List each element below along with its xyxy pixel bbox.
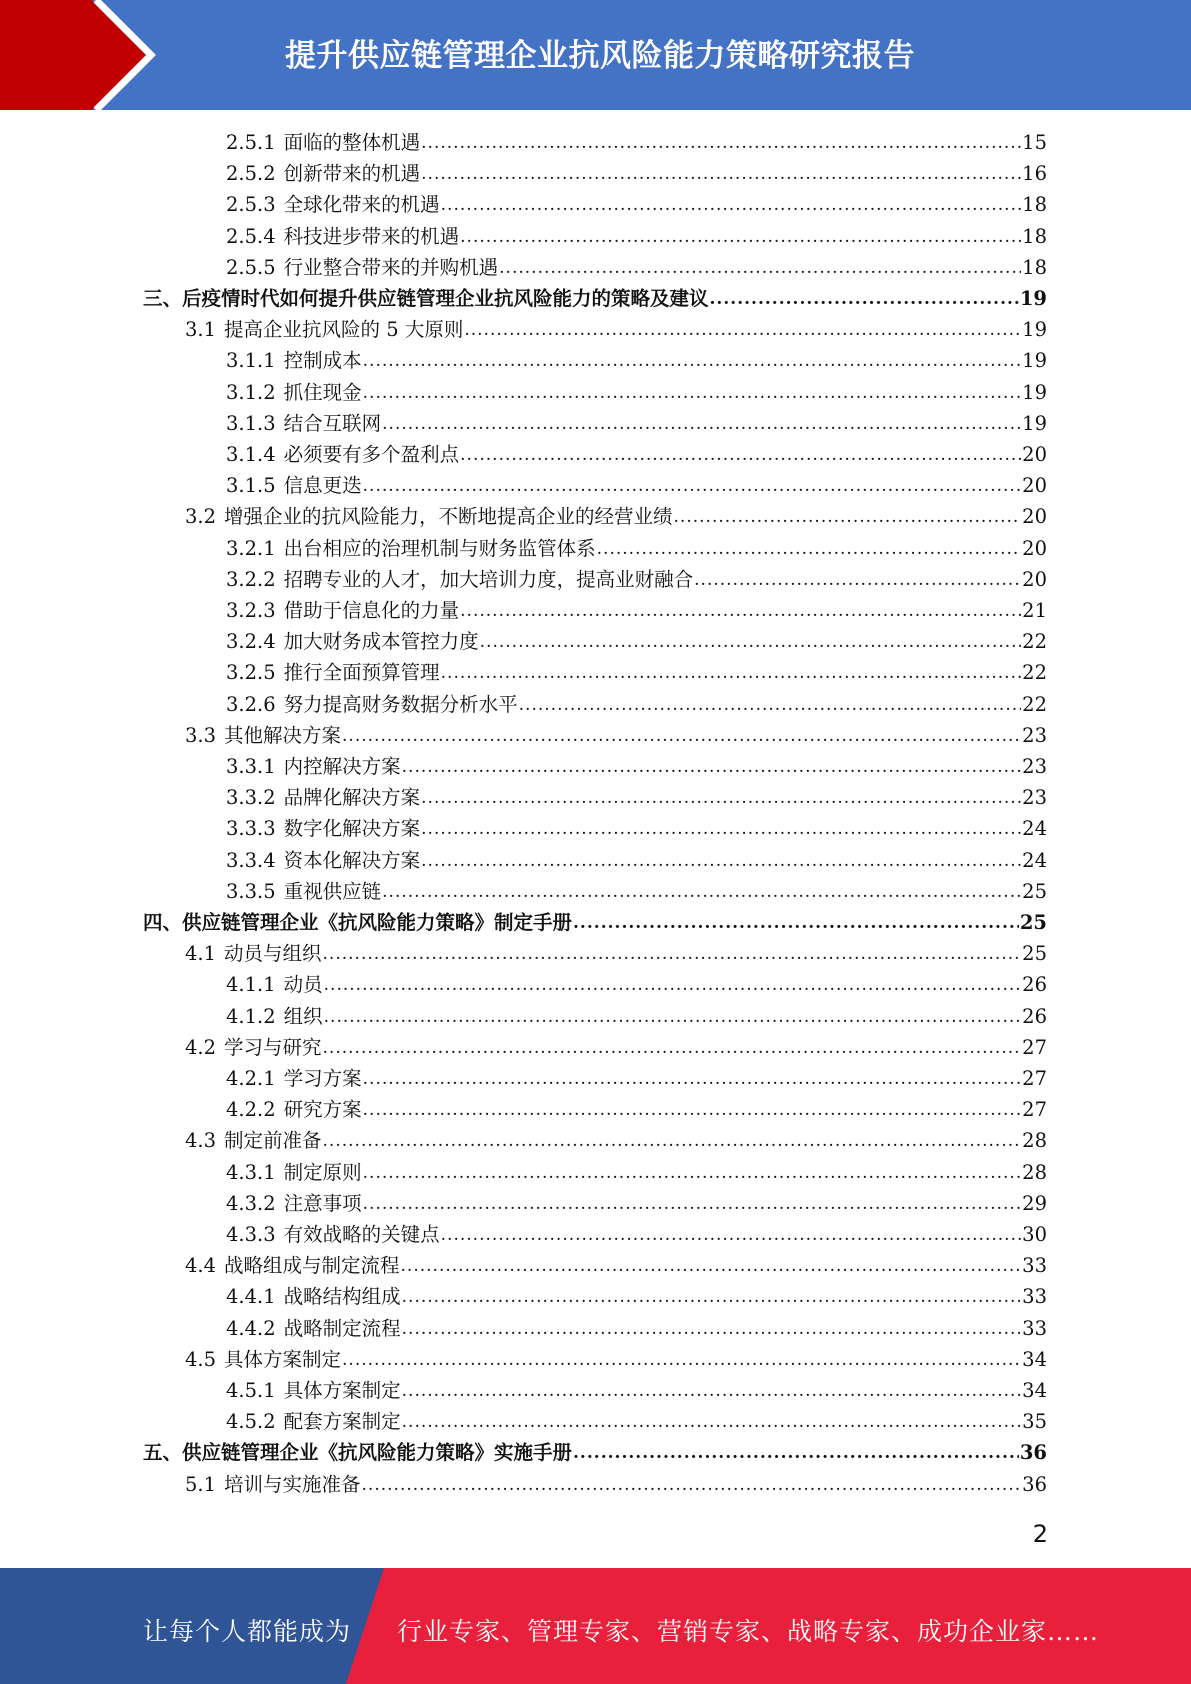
- toc-entry-page: 25: [1019, 911, 1047, 934]
- toc-leader-dots: [342, 722, 1021, 750]
- toc-entry[interactable]: [226, 344, 1047, 375]
- toc-entry-title: 学习与研究: [224, 1035, 322, 1059]
- toc-entry[interactable]: [143, 906, 1047, 937]
- toc-entry-title: 具体方案制定: [283, 1379, 401, 1402]
- toc-entry-title: 重视供应链: [283, 879, 382, 903]
- toc-entry-title: 有效战略的关键点: [283, 1223, 440, 1246]
- toc-entry-page: 19: [1022, 380, 1047, 404]
- toc-entry[interactable]: [226, 781, 1047, 812]
- toc-entry-page: 18: [1022, 193, 1047, 217]
- toc-entry[interactable]: [185, 719, 1047, 750]
- toc-entry-page: 27: [1022, 1098, 1047, 1122]
- toc-entry-page: 36: [1022, 1472, 1047, 1496]
- toc-entry[interactable]: [226, 220, 1047, 251]
- toc-leader-dots: [480, 628, 1022, 656]
- toc-entry-title: 必须要有多个盈利点: [283, 443, 460, 466]
- toc-entry-number: 3.3.5: [226, 879, 276, 903]
- toc-entry-page: 20: [1022, 536, 1047, 560]
- toc-leader-dots: [421, 815, 1021, 843]
- toc-leader-dots: [441, 1221, 1022, 1249]
- toc-entry[interactable]: [226, 875, 1047, 906]
- toc-entry-title: 控制成本: [283, 349, 362, 373]
- toc-entry[interactable]: [143, 1436, 1047, 1467]
- toc-entry-number: 3.1.2: [226, 380, 276, 404]
- toc-entry-title: 其他解决方案: [224, 723, 342, 747]
- toc-entry-number: 3.1.1: [226, 349, 276, 373]
- toc-leader-dots: [464, 316, 1021, 344]
- toc-entry-title: 组织: [283, 1004, 323, 1028]
- toc-entry-number: 3.2: [185, 505, 217, 529]
- toc-entry-number: 3.1.4: [226, 443, 276, 466]
- toc-entry-title: 努力提高财务数据分析水平: [283, 692, 518, 716]
- toc-entry-number: 2.5.3: [226, 193, 276, 217]
- toc-entry[interactable]: [226, 1093, 1047, 1124]
- toc-leader-dots: [324, 1003, 1022, 1031]
- toc-leader-dots: [323, 1127, 1022, 1155]
- toc-entry-title: 研究方案: [283, 1098, 362, 1122]
- toc-entry[interactable]: [226, 126, 1047, 157]
- toc-entry-number: 3.3.3: [226, 817, 276, 841]
- toc-entry-title: 结合互联网: [283, 411, 382, 435]
- toc-entry-page: 21: [1022, 599, 1047, 622]
- toc-entry-page: 19: [1019, 287, 1047, 310]
- toc-entry-number: 2.5.1: [226, 131, 276, 154]
- toc-entry-number: 2.5.4: [226, 224, 276, 248]
- toc-entry-title: 配套方案制定: [283, 1410, 401, 1434]
- toc-entry[interactable]: [226, 1374, 1047, 1405]
- toc-entry-page: 19: [1022, 349, 1047, 373]
- toc-leader-dots: [421, 129, 1021, 157]
- toc-entry-page: 29: [1022, 1191, 1047, 1215]
- toc-entry-title: 全球化带来的机遇: [283, 193, 440, 217]
- toc-entry-page: 18: [1022, 224, 1047, 248]
- toc-entry-page: 23: [1022, 786, 1047, 810]
- toc-leader-dots: [421, 160, 1021, 188]
- toc-leader-dots: [323, 940, 1022, 968]
- toc-entry-number: 3.3.4: [226, 848, 276, 872]
- toc-entry[interactable]: [226, 532, 1047, 563]
- toc-leader-dots: [674, 503, 1022, 531]
- toc-entry[interactable]: [226, 656, 1047, 687]
- toc-leader-dots: [382, 878, 1021, 906]
- toc-entry[interactable]: [226, 469, 1047, 500]
- toc-entry[interactable]: [185, 1249, 1047, 1280]
- toc-entry-title: 学习方案: [283, 1067, 362, 1090]
- toc-entry[interactable]: [185, 1124, 1047, 1155]
- toc-entry-title: 资本化解决方案: [283, 848, 421, 872]
- toc-entry-number: 5.1: [185, 1472, 217, 1496]
- toc-entry-page: 20: [1022, 443, 1047, 466]
- toc-leader-dots: [460, 441, 1021, 469]
- toc-leader-dots: [710, 285, 1019, 313]
- toc-entry-page: 24: [1022, 848, 1047, 872]
- toc-entry-number: 4.2: [185, 1035, 217, 1059]
- toc-entry-number: 3.1.3: [226, 411, 276, 435]
- toc-entry-page: 25: [1022, 942, 1047, 966]
- toc-entry[interactable]: [226, 1156, 1047, 1187]
- toc-leader-dots: [362, 1471, 1022, 1499]
- footer-band: [0, 1568, 1191, 1684]
- page-number: 2: [1032, 1520, 1048, 1548]
- header-arrow-decoration: [0, 0, 160, 110]
- toc-entry-number: 4.1: [185, 942, 217, 966]
- toc-entry[interactable]: [226, 1312, 1047, 1343]
- toc-entry[interactable]: [226, 750, 1047, 781]
- toc-entry-title: 数字化解决方案: [283, 817, 421, 841]
- toc-leader-dots: [402, 1315, 1022, 1343]
- toc-entry[interactable]: [226, 625, 1047, 656]
- toc-entry[interactable]: [226, 812, 1047, 843]
- toc-entry-page: 22: [1022, 661, 1047, 685]
- toc-leader-dots: [441, 191, 1022, 219]
- toc-leader-dots: [573, 1439, 1019, 1467]
- toc-leader-dots: [402, 1283, 1022, 1311]
- toc-entry-number: 3.1.5: [226, 474, 276, 498]
- toc-entry-number: 3.2.1: [226, 536, 276, 560]
- toc-entry-number: 4.4: [185, 1254, 217, 1278]
- toc-entry-title: 面临的整体机遇: [283, 131, 421, 154]
- toc-entry-page: 36: [1019, 1441, 1047, 1465]
- toc-entry-title: 增强企业的抗风险能力，不断地提高企业的经营业绩: [224, 505, 673, 529]
- toc-entry-page: 19: [1022, 318, 1047, 342]
- toc-leader-dots: [402, 1408, 1022, 1436]
- report-title: 提升供应链管理企业抗风险能力策略研究报告: [285, 38, 915, 74]
- toc-entry-page: 26: [1022, 973, 1047, 997]
- toc-entry-title: 制定原则: [283, 1160, 362, 1184]
- toc-entry[interactable]: [226, 1280, 1047, 1311]
- toc-entry-page: 23: [1022, 755, 1047, 778]
- toc-leader-dots: [402, 1377, 1022, 1405]
- toc-entry-title: 创新带来的机遇: [283, 162, 421, 186]
- toc-entry-title: 动员与组织: [224, 942, 322, 966]
- toc-entry-number: 2.5.2: [226, 162, 276, 186]
- toc-entry-page: 15: [1022, 131, 1047, 154]
- toc-entry-page: 25: [1022, 879, 1047, 903]
- toc-entry-page: 34: [1022, 1347, 1047, 1371]
- toc-entry-number: 3.2.5: [226, 661, 276, 685]
- toc-entry-page: 16: [1022, 162, 1047, 186]
- toc-entry[interactable]: [226, 1187, 1047, 1218]
- toc-entry[interactable]: [226, 438, 1047, 469]
- toc-entry-title: 战略组成与制定流程: [224, 1254, 400, 1278]
- toc-entry-number: 4.3.2: [226, 1191, 276, 1215]
- toc-entry-number: 3.2.2: [226, 567, 276, 591]
- toc-entry-title: 内控解决方案: [283, 755, 401, 778]
- toc-entry[interactable]: [185, 1468, 1047, 1499]
- toc-entry[interactable]: [226, 688, 1047, 719]
- toc-entry-title: 具体方案制定: [224, 1347, 342, 1371]
- toc-entry[interactable]: [185, 500, 1047, 531]
- toc-entry-title: 行业整合带来的并购机遇: [283, 255, 499, 279]
- toc-entry-number: 4.2.2: [226, 1098, 276, 1122]
- toc-entry-page: 23: [1022, 723, 1047, 747]
- toc-entry-number: 3.3.2: [226, 786, 276, 810]
- toc-entry[interactable]: [226, 968, 1047, 999]
- toc-leader-dots: [401, 1252, 1022, 1280]
- toc-leader-dots: [324, 971, 1022, 999]
- toc-entry-number: 3.2.4: [226, 630, 276, 654]
- toc-entry-number: 4.4.2: [226, 1316, 276, 1340]
- toc-entry-title: 战略制定流程: [283, 1316, 401, 1340]
- toc-leader-dots: [363, 347, 1022, 375]
- toc-entry-number: 3.3: [185, 723, 217, 747]
- toc-entry-number: 4.4.1: [226, 1285, 276, 1309]
- toc-leader-dots: [342, 1346, 1021, 1374]
- toc-entry-page: 33: [1022, 1285, 1047, 1309]
- toc-leader-dots: [421, 784, 1021, 812]
- toc-entry-title: 四、供应链管理企业《抗风险能力策略》制定手册: [143, 911, 573, 934]
- toc-entry-number: 4.1.2: [226, 1004, 276, 1028]
- toc-entry-title: 提高企业抗风险的 5 大原则: [224, 318, 464, 342]
- toc-leader-dots: [363, 1159, 1022, 1187]
- toc-entry-number: 3.1: [185, 318, 217, 342]
- toc-entry-number: 3.2.3: [226, 599, 276, 622]
- toc-leader-dots: [363, 1096, 1022, 1124]
- toc-leader-dots: [382, 410, 1021, 438]
- toc-entry-page: 27: [1022, 1035, 1047, 1059]
- toc-entry-page: 20: [1022, 505, 1047, 529]
- toc-entry[interactable]: [226, 407, 1047, 438]
- toc-entry[interactable]: [185, 937, 1047, 968]
- toc-entry-page: 33: [1022, 1316, 1047, 1340]
- toc-entry[interactable]: [226, 1218, 1047, 1249]
- toc-entry-page: 33: [1022, 1254, 1047, 1278]
- toc-entry-title: 品牌化解决方案: [283, 786, 421, 810]
- toc-entry-number: 4.5: [185, 1347, 217, 1371]
- toc-entry-number: 4.3: [185, 1129, 217, 1153]
- toc-entry[interactable]: [185, 1343, 1047, 1374]
- toc-entry-title: 五、供应链管理企业《抗风险能力策略》实施手册: [143, 1441, 573, 1465]
- toc-leader-dots: [694, 566, 1021, 594]
- toc-entry-number: 4.3.1: [226, 1160, 276, 1184]
- toc-entry-title: 信息更迭: [283, 474, 362, 498]
- toc-entry[interactable]: [226, 1062, 1047, 1093]
- toc-entry-page: 24: [1022, 817, 1047, 841]
- toc-entry-number: 2.5.5: [226, 255, 276, 279]
- toc-entry-page: 26: [1022, 1004, 1047, 1028]
- toc-entry[interactable]: [226, 157, 1047, 188]
- toc-leader-dots: [363, 1065, 1022, 1093]
- toc-entry-title: 科技进步带来的机遇: [283, 224, 460, 248]
- toc-leader-dots: [597, 535, 1022, 563]
- toc-entry[interactable]: [226, 1405, 1047, 1436]
- toc-leader-dots: [460, 597, 1021, 625]
- toc-leader-dots: [460, 223, 1021, 251]
- toc-leader-dots: [421, 847, 1021, 875]
- toc-leader-dots: [519, 691, 1022, 719]
- toc-entry-number: 4.5.2: [226, 1410, 276, 1434]
- toc-entry[interactable]: [185, 1031, 1047, 1062]
- toc-entry-title: 抓住现金: [283, 380, 362, 404]
- toc-entry[interactable]: [226, 594, 1047, 625]
- toc-entry-title: 招聘专业的人才，加大培训力度，提高业财融合: [283, 567, 694, 591]
- toc-entry-page: 20: [1022, 474, 1047, 498]
- toc-entry-number: 4.5.1: [226, 1379, 276, 1402]
- toc-entry-title: 借助于信息化的力量: [283, 599, 460, 622]
- toc-leader-dots: [499, 254, 1021, 282]
- toc-leader-dots: [363, 1190, 1022, 1218]
- toc-entry-page: 27: [1022, 1067, 1047, 1090]
- toc-leader-dots: [573, 909, 1019, 937]
- toc-entry-page: 30: [1022, 1223, 1047, 1246]
- footer-slogan-right: 行业专家、管理专家、营销专家、战略专家、成功企业家……: [397, 1617, 1100, 1646]
- toc-entry-page: 18: [1022, 255, 1047, 279]
- toc-entry-page: 35: [1022, 1410, 1047, 1434]
- toc-leader-dots: [363, 472, 1022, 500]
- toc-leader-dots: [323, 1034, 1022, 1062]
- toc-entry-title: 加大财务成本管控力度: [283, 630, 479, 654]
- toc-entry[interactable]: [226, 188, 1047, 219]
- toc-entry-page: 22: [1022, 630, 1047, 654]
- toc-entry-number: 4.2.1: [226, 1067, 276, 1090]
- toc-entry-title: 注意事项: [283, 1191, 362, 1215]
- toc-entry[interactable]: [143, 282, 1047, 313]
- toc-entry[interactable]: [226, 844, 1047, 875]
- toc-entry-number: 4.1.1: [226, 973, 276, 997]
- toc-leader-dots: [441, 659, 1022, 687]
- toc-entry-title: 三、后疫情时代如何提升供应链管理企业抗风险能力的策略及建议: [143, 287, 709, 310]
- toc-entry-title: 制定前准备: [224, 1129, 322, 1153]
- toc-entry-title: 推行全面预算管理: [283, 661, 440, 685]
- toc-entry-page: 34: [1022, 1379, 1047, 1402]
- toc-entry-title: 动员: [283, 973, 323, 997]
- toc-entry[interactable]: [226, 251, 1047, 282]
- toc-entry-page: 19: [1022, 411, 1047, 435]
- toc-entry-page: 28: [1022, 1129, 1047, 1153]
- toc-entry-number: 4.3.3: [226, 1223, 276, 1246]
- footer-slogan-left: 让每个人都能成为: [143, 1617, 352, 1646]
- toc-entry-title: 培训与实施准备: [224, 1472, 361, 1496]
- toc-entry[interactable]: [185, 313, 1047, 344]
- toc-entry-page: 22: [1022, 692, 1047, 716]
- toc-entry-number: 3.3.1: [226, 755, 276, 778]
- toc-entry[interactable]: [226, 563, 1047, 594]
- toc-entry[interactable]: [226, 376, 1047, 407]
- toc-entry-title: 出台相应的治理机制与财务监管体系: [283, 536, 596, 560]
- toc-leader-dots: [402, 753, 1022, 781]
- toc-entry-title: 战略结构组成: [283, 1285, 401, 1309]
- toc-entry[interactable]: [226, 1000, 1047, 1031]
- toc-leader-dots: [363, 379, 1022, 407]
- toc-entry-page: 28: [1022, 1160, 1047, 1184]
- toc-entry-number: 3.2.6: [226, 692, 276, 716]
- toc-entry-page: 20: [1022, 567, 1047, 591]
- report-header-band: [0, 0, 1191, 110]
